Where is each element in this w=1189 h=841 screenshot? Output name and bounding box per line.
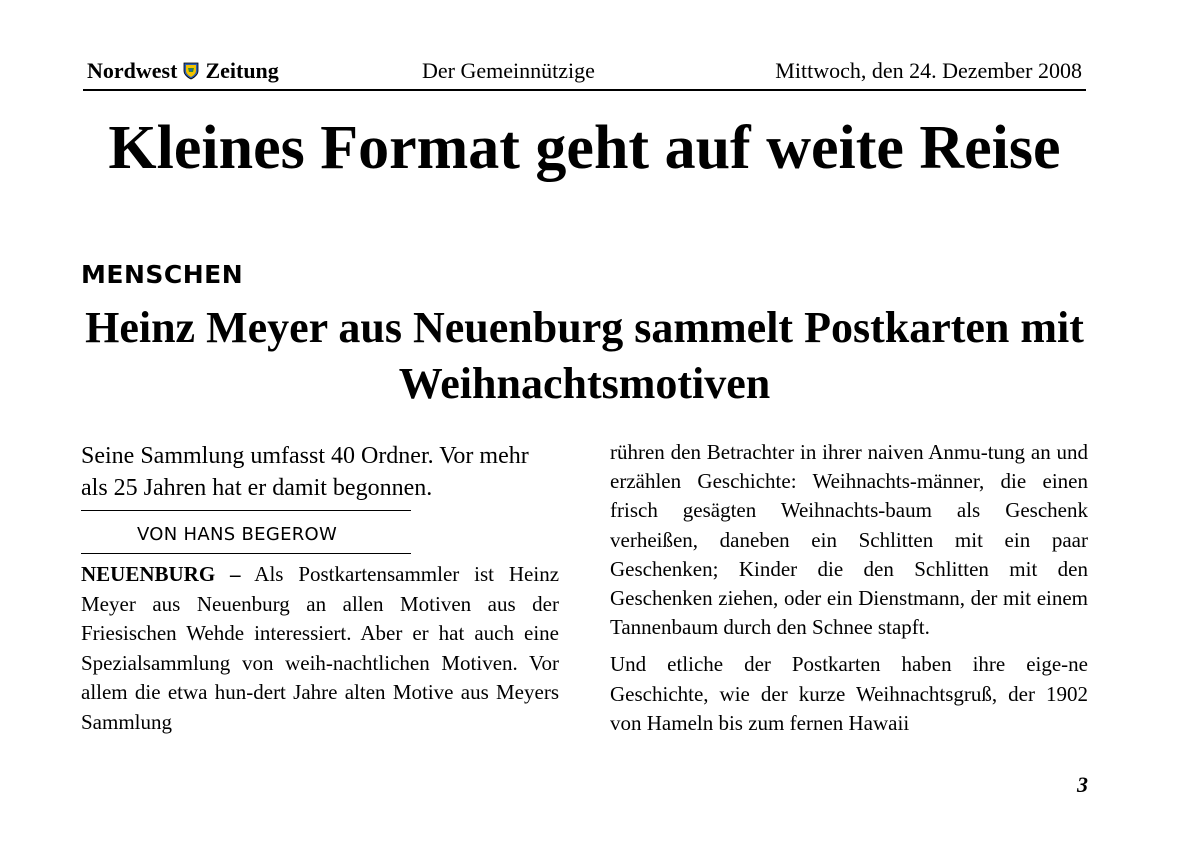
body-paragraph-left [81,560,559,737]
body-text-left: Als Postkartensammler ist Heinz Meyer aus Neuenburg an allen Motiven aus der Friesischen Wehde interessiert. Aber er hat auch eine Spezialsammlung von weih-nachtlichen Motiven. Vor allem die etwa hun-dert Jahre alten Motive aus Meyers Sammlung [81,562,560,734]
issue-date: Mittwoch, den 24. Dezember 2008 [775,58,1082,83]
coat-of-arms-icon [183,62,199,80]
section-kicker: MENSCHEN [81,260,244,289]
newspaper-name [87,58,279,84]
body-paragraph-right-2: Und etliche der Postkarten haben ihre eige-ne Geschichte, wie der kurze Weihnachtsgruß, der 1902 von Hameln bis zum fernen Hawaii [610,652,1088,735]
headline: Kleines Format geht auf weite Reise [108,114,1061,182]
lead-paragraph: Seine Sammlung umfasst 40 Ordner. Vor mehr als 25 Jahren hat er damit begonnen. [81,443,529,501]
masthead-right-word: Zeitung [205,58,279,83]
dateline: NEUENBURG – [81,562,241,586]
subheadline: Heinz Meyer aus Neuenburg sammelt Postkarten mit Weihnachtsmotiven [85,303,1084,408]
article-column-right [610,438,1088,738]
byline: VON HANS BEGEROW [137,524,338,545]
page-number: 3 [1077,772,1088,797]
article-column-left [81,440,559,737]
masthead [83,58,1086,88]
header-rule [83,89,1086,91]
masthead-left-word: Nordwest [87,58,178,83]
byline-rule-bottom [81,553,411,554]
section-name: Der Gemeinnützige [422,58,595,83]
body-paragraph-right-1: rühren den Betrachter in ihrer naiven Anmu-tung an und erzählen Geschichte: Weihnachts-männer, die einen frisch gesägten Weihnachts-baum als Geschenk verheißen, daneben ein Schlitten mit ein paar Geschenken; Kinder die den Schlitten mit den Geschenken ziehen, oder ein Dienstmann, der mit einem Tannenbaum durch den Schnee stapft. [610,440,1088,640]
